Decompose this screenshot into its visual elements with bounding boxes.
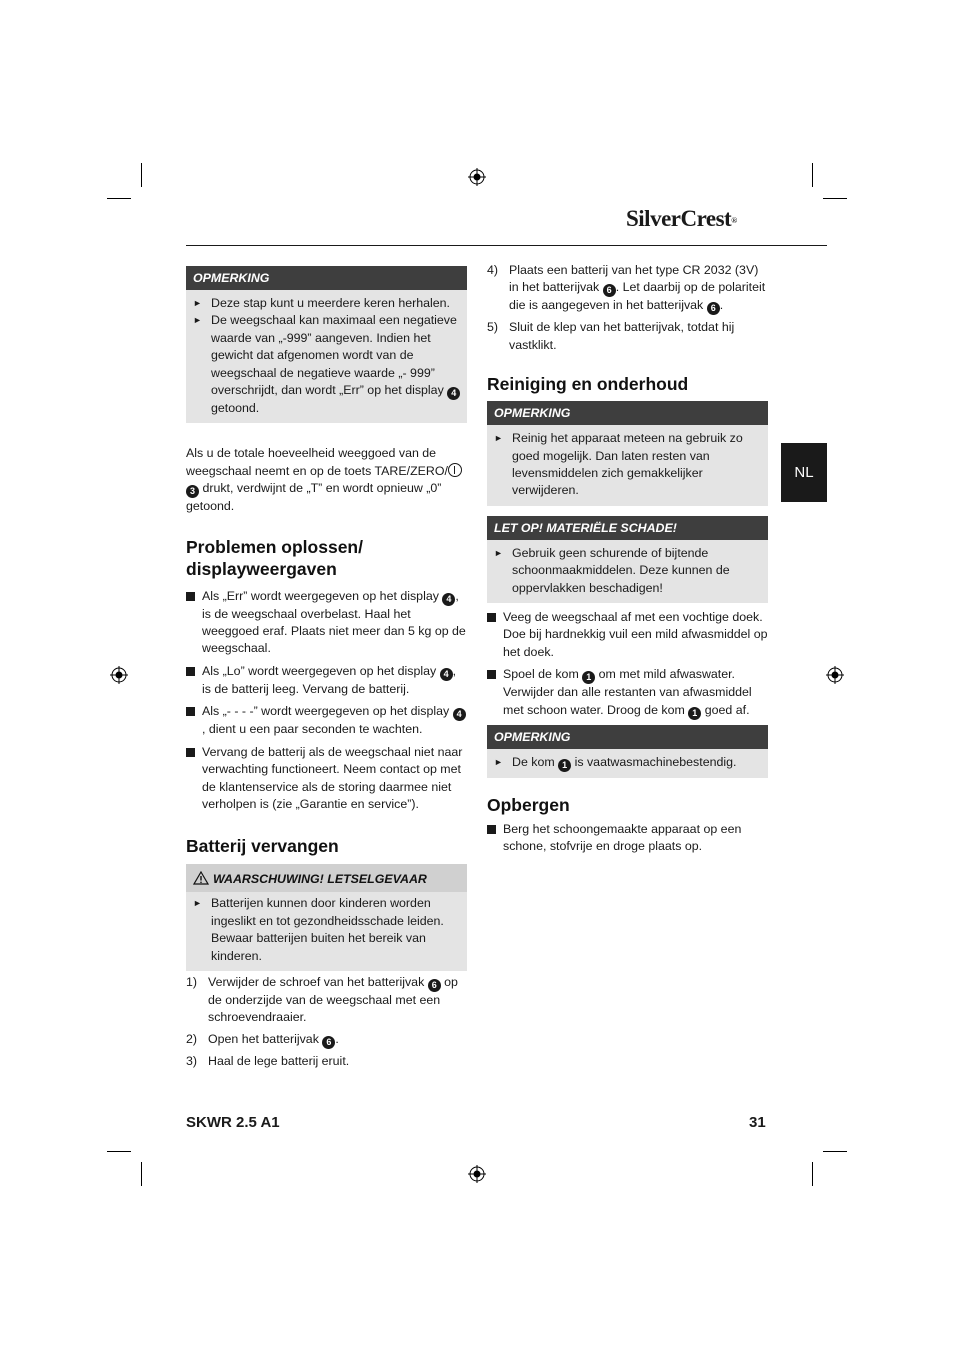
- power-icon: [448, 463, 462, 477]
- ref-number: 1: [688, 707, 701, 720]
- step-item: 2) Open het batterijvak 6 .: [186, 1031, 339, 1047]
- ref-number: 6: [603, 284, 616, 297]
- note-title: OPMERKING: [487, 401, 768, 425]
- ref-number: 6: [322, 1036, 335, 1049]
- caution-box: [487, 516, 768, 603]
- ref-number: 4: [453, 708, 466, 721]
- list-item: Berg het schoongemaakte apparaat op een schone, stofvrije en droge plaats op.: [487, 821, 768, 856]
- list-item: Spoel de kom 1 om met mild afwaswater. Verwijder dan alle restanten van afwasmiddel met schoon water. Droog de kom 1 goed af.: [487, 666, 768, 719]
- note-item: ► Reinig het apparaat meteen na gebruik zo goed mogelijk. Dan laten resten van levensmiddelen zich gemakkelijker verwijderen.: [494, 430, 762, 500]
- step-item: 4) Plaats een batterij van het type CR 2032 (3V) in het batterijvak 6 . Let daarbij op de polariteit die is aangegeven in het batterijvak 6 .: [487, 263, 766, 314]
- registration-mark-icon: [826, 666, 844, 684]
- tare-paragraph: Als u de totale hoeveelheid weeggoed van de weegschaal neemt en op de toets TARE/ZERO/ 3 drukt, verdwijnt de „T” en wordt opnieuw „0” getoond.: [186, 445, 467, 515]
- list-item: Als „Lo” wordt weergegeven op het display 4 , is de batterij leeg. Vervang de batterij.: [186, 663, 467, 698]
- caution-title: LET OP! MATERIËLE SCHADE!: [487, 516, 768, 540]
- ref-number: 1: [582, 671, 595, 684]
- list-item: Als „Err” wordt weergegeven op het display 4 , is de weegschaal overbelast. Haal het weeggoed eraf. Plaats niet meer dan 5 kg op de weegschaal.: [186, 588, 467, 658]
- crop-mark: [812, 1162, 813, 1186]
- page-number: 31: [749, 1114, 766, 1131]
- ref-number: 4: [440, 668, 453, 681]
- caution-item: ► Gebruik geen schurende of bijtende schoonmaakmiddelen. Deze kunnen de oppervlakken beschadigen!: [494, 545, 762, 597]
- list-item: Veeg de weegschaal af met een vochtige doek. Doe bij hardnekkig vuil een mild afwasmiddel op het doek.: [487, 609, 768, 661]
- ref-number: 1: [558, 759, 571, 772]
- crop-mark: [812, 163, 813, 187]
- crop-mark: [823, 198, 847, 199]
- section-heading: Batterij vervangen: [186, 836, 339, 857]
- crop-mark: [823, 1151, 847, 1152]
- step-item: 3) Haal de lege batterij eruit.: [186, 1053, 350, 1068]
- warning-triangle-icon: [193, 871, 209, 885]
- list-item: Als „- - - -” wordt weergegeven op het display 4, dient u een paar seconden te wachten.: [186, 703, 467, 738]
- ref-number: 4: [442, 593, 455, 606]
- registration-mark-icon: [110, 666, 128, 684]
- note-item: ► De kom 1 is vaatwasmachinebestendig.: [494, 754, 762, 772]
- crop-mark: [141, 1162, 142, 1186]
- language-tab: NL: [781, 443, 827, 502]
- note-item: ► Deze stap kunt u meerdere keren herhalen.: [193, 295, 461, 312]
- footer-model: SKWR 2.5 A1: [186, 1114, 280, 1131]
- header-rule: [186, 245, 827, 246]
- crop-mark: [141, 163, 142, 187]
- left-column: [186, 266, 467, 1070]
- note-box: [487, 401, 768, 506]
- ref-number: 6: [428, 979, 441, 992]
- brand-logo: SilverCrest®: [626, 206, 737, 231]
- ref-number: 6: [707, 302, 720, 315]
- warning-title: WAARSCHUWING! LETSELGEVAAR: [186, 864, 467, 892]
- crop-mark: [107, 1151, 131, 1152]
- step-item: 1) Verwijder de schroef van het batterijvak 6 op de onderzijde van de weegschaal met een schroevendraaier.: [186, 974, 458, 1025]
- ref-number: 4: [447, 387, 460, 400]
- right-column: [487, 262, 768, 856]
- note-item: ► De weegschaal kan maximaal een negatieve waarde van „-999” aangeven. Indien het gewicht dat afgenomen wordt van de weegschaal de negatieve waarde „- 999” overschrijdt, dan wordt „Err” op het display 4 getoond.: [193, 312, 461, 417]
- warning-box: [186, 864, 467, 971]
- list-item: Vervang de batterij als de weegschaal niet naar verwachting functioneert. Neem contact op met de klantenservice als de storing daarmee niet verholpen is (zie „Garantie en service”).: [186, 744, 467, 814]
- registration-mark-icon: [468, 1165, 486, 1183]
- section-heading: Opbergen: [487, 794, 570, 815]
- section-heading: Reiniging en onderhoud: [487, 374, 689, 395]
- ref-number: 3: [186, 485, 199, 498]
- section-heading: Problemen oplossen/ displayweergaven: [186, 536, 363, 579]
- note-box: [186, 266, 467, 423]
- note-title: OPMERKING: [186, 266, 467, 290]
- note-title: OPMERKING: [487, 725, 768, 749]
- warning-item: ► Batterijen kunnen door kinderen worden ingeslikt en tot gezondheidsschade leiden. Bewaar batterijen buiten het bereik van kinderen.: [193, 895, 461, 965]
- crop-mark: [107, 198, 131, 199]
- registration-mark-icon: [468, 168, 486, 186]
- step-item: 5) Sluit de klep van het batterijvak, totdat hij vastklikt.: [487, 320, 735, 352]
- note-box: [487, 725, 768, 778]
